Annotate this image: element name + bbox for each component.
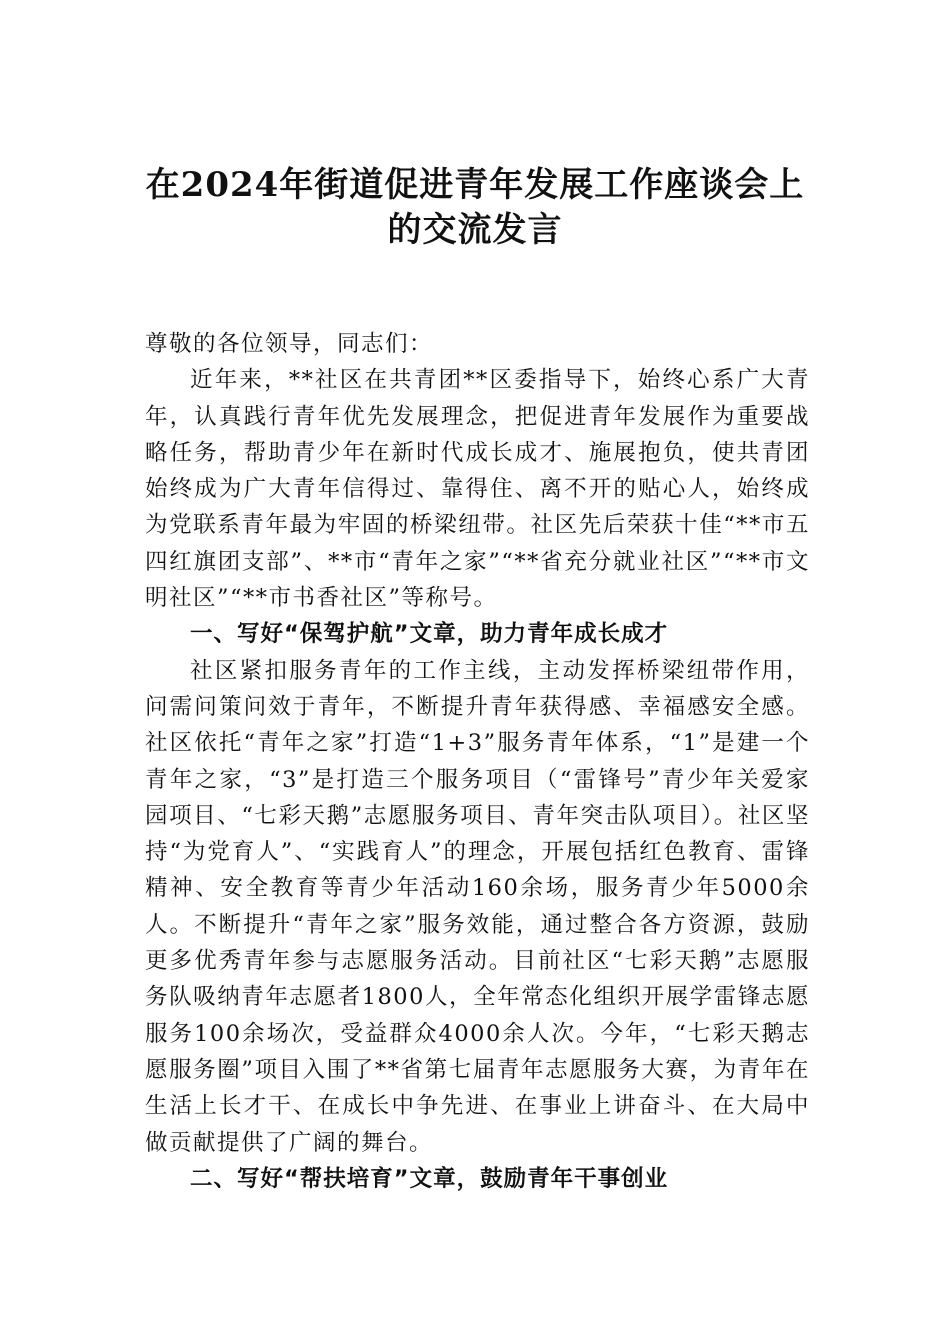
- document-body: [145, 326, 810, 1197]
- document-title-line-2: 的交流发言: [387, 210, 563, 250]
- section-heading-1: 一、写好“保驾护航”文章，助力青年成长成才: [190, 621, 669, 648]
- section-heading-2: 二、写好“帮扶培育”文章，鼓励青年干事创业: [190, 1165, 669, 1192]
- paragraph-intro: 近年来，**社区在共青团**区委指导下，始终心系广大青年，认真践行青年优先发展理念，把促进青年发展作为重要战略任务，帮助青少年在新时代成长成才、施展抱负，使共青团始终成为广大青年信得过、靠得住、离不开的贴心人，始终成为党联系青年最为牢固的桥梁纽带。社区先后荣获十佳“**市五四红旗团支部”、**市“青年之家”“**省充分就业社区”“**市文明社区”“**市书香社区”等称号。: [145, 367, 810, 612]
- paragraph-section-1: 社区紧扣服务青年的工作主线，主动发挥桥梁纽带作用，问需问策问效于青年，不断提升青年获得感、幸福感安全感。社区依托“青年之家”打造“1+3”服务青年体系，“1”是建一个青年之家，“3”是打造三个服务项目（“雷锋号”青少年关爱家园项目、“七彩天鹅”志愿服务项目、青年突击队项目）。社区坚持“为党育人”、“实践育人”的理念，开展包括红色教育、雷锋精神、安全教育等青少年活动160余场，服务青少年5000余人。不断提升“青年之家”服务效能，通过整合各方资源，鼓励更多优秀青年参与志愿服务活动。目前社区“七彩天鹅”志愿服务队吸纳青年志愿者1800人，全年常态化组织开展学雷锋志愿服务100余场次，受益群众4000余人次。今年，“七彩天鹅志愿服务圈”项目入围了**省第七届青年志愿服务大赛，为青年在生活上长才干、在成长中争先进、在事业上讲奋斗、在大局中做贡献提供了广阔的舞台。: [145, 657, 810, 1156]
- salutation: 尊敬的各位领导，同志们：: [145, 331, 434, 357]
- document-title-line-1: 在2024年街道促进青年发展工作座谈会上: [145, 165, 805, 205]
